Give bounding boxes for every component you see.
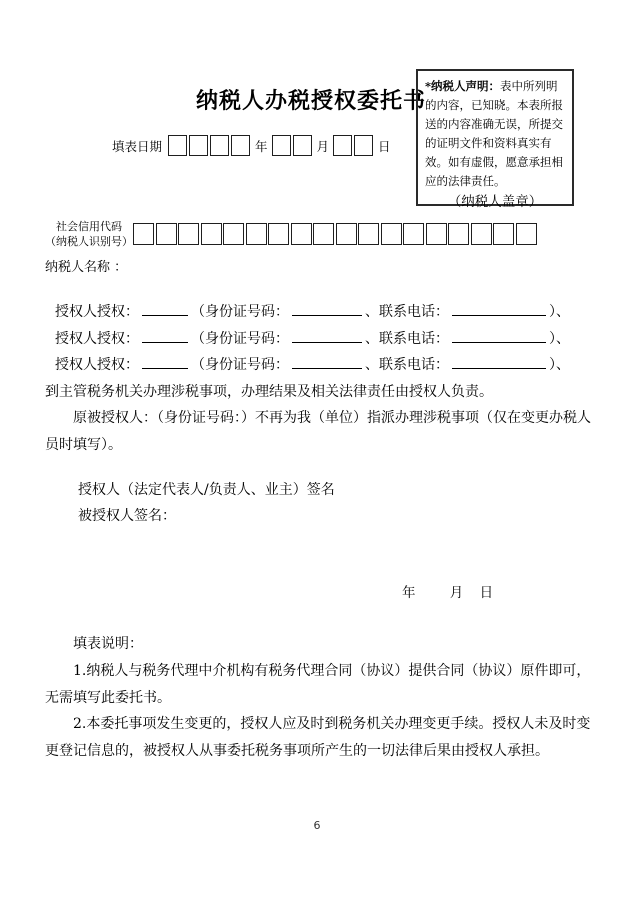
form-title: 纳税人办税授权委托书: [195, 88, 426, 114]
instructions-section: [45, 631, 593, 765]
credit-code-digit-box: [223, 223, 244, 245]
taxpayer-stamp-line: （纳税人盖章）: [447, 194, 543, 210]
credit-code-digit-box: [358, 223, 379, 245]
authorization-section: [45, 299, 593, 458]
authorizee-signature-label: 被授权人签名：: [78, 508, 176, 524]
credit-code-digit-box: [246, 223, 267, 245]
fill-date-row: [112, 135, 395, 156]
declaration-heading: *纳税人声明：: [425, 79, 501, 93]
authorization-lines: [45, 299, 593, 379]
signature-date-line: [402, 581, 493, 601]
authorization-line-suffix: ）、: [549, 357, 570, 373]
authorization-line: [45, 326, 593, 353]
year-digit-box: [189, 135, 208, 156]
fill-date-day-boxes: [333, 135, 375, 156]
month-digit-box: [293, 135, 312, 156]
id-number-label: （身份证号码：: [191, 330, 289, 347]
month-unit-label: 月: [316, 138, 330, 154]
credit-code-digit-box: [268, 223, 289, 245]
authorizer-label: 授权人授权：: [55, 357, 139, 373]
day-digit-box: [333, 135, 352, 156]
authorization-line-suffix: ）、: [549, 330, 570, 347]
instruction-item: 1.纳税人与税务代理中介机构有税务代理合同（协议）提供合同（协议）原件即可，无需填写此委托书。: [45, 662, 591, 706]
authorizer-signature-label: 授权人（法定代表人/负责人、业主）签名: [78, 482, 335, 498]
phone-blank: [452, 355, 546, 369]
credit-code-digit-box: [381, 223, 402, 245]
credit-code-label-line2: （纳税人识别号）: [45, 235, 133, 248]
sign-year-label: 年: [402, 585, 416, 601]
declaration-body: 表中所列明的内容，已知晓。本表所报送的内容准确无误，所提交的证明文件和资料真实有效。如有虚假，愿意承担相应的法律责任。: [425, 79, 563, 188]
credit-code-digit-box: [471, 223, 492, 245]
authorizer-name-blank: [142, 355, 188, 369]
credit-code-label-line1: 社会信用代码: [56, 220, 122, 233]
credit-code-digit-box: [291, 223, 312, 245]
phone-label: 、联系电话：: [365, 357, 449, 373]
id-number-blank: [292, 302, 362, 316]
credit-code-digit-box: [178, 223, 199, 245]
credit-code-row: [45, 219, 538, 249]
authorization-line-suffix: ）、: [549, 304, 570, 320]
instruction-item: 2.本委托事项发生变更的，授权人应及时到税务机关办理变更手续。授权人未及时变更登记信息的，被授权人从事委托税务事项所产生的一切法律后果由授权人承担。: [45, 716, 591, 760]
id-number-label: （身份证号码：: [191, 304, 289, 320]
credit-code-label: [45, 219, 133, 249]
credit-code-digit-box: [156, 223, 177, 245]
credit-code-digit-box: [403, 223, 424, 245]
sign-month-label: 月: [449, 585, 464, 601]
phone-label: 、联系电话：: [365, 330, 449, 347]
instructions-heading: 填表说明：: [73, 636, 143, 652]
credit-code-digit-box: [426, 223, 447, 245]
authorization-line: [45, 299, 593, 326]
id-number-blank: [292, 355, 362, 369]
authorizer-label: 授权人授权：: [55, 330, 139, 347]
credit-code-digit-box: [133, 223, 154, 245]
authorizer-name-blank: [142, 302, 188, 316]
authorization-line: [45, 352, 593, 379]
declaration-text: [425, 77, 565, 191]
fill-date-label: 填表日期: [112, 138, 163, 154]
taxpayer-declaration-box: [416, 69, 574, 210]
year-digit-box: [231, 135, 250, 156]
year-digit-box: [168, 135, 187, 156]
phone-blank: [452, 302, 546, 316]
id-number-blank: [292, 329, 362, 343]
day-unit-label: 日: [378, 138, 391, 154]
taxpayer-name-label: 纳税人名称 ：: [45, 260, 128, 275]
day-digit-box: [354, 135, 373, 156]
fill-date-year-boxes: [168, 135, 252, 156]
phone-label: 、联系电话：: [365, 304, 449, 320]
instructions-list: [45, 658, 593, 765]
fill-date-month-boxes: [272, 135, 314, 156]
credit-code-digit-box: [493, 223, 514, 245]
credit-code-digit-box: [516, 223, 537, 245]
authorizer-label: 授权人授权：: [55, 304, 139, 320]
credit-code-boxes: [133, 223, 538, 245]
credit-code-digit-box: [313, 223, 334, 245]
month-digit-box: [272, 135, 291, 156]
id-number-label: （身份证号码：: [191, 357, 289, 373]
credit-code-digit-box: [448, 223, 469, 245]
credit-code-digit-box: [201, 223, 222, 245]
sign-day-label: 日: [479, 585, 494, 601]
previous-authorizee-paragraph: 原被授权人：（身份证号码：）不再为我（单位）指派办理涉税事项（仅在变更办税人员时填写）。: [45, 410, 591, 453]
responsibility-paragraph: 到主管税务机关办理涉税事项，办理结果及相关法律责任由授权人负责。: [45, 383, 493, 400]
authorizer-name-blank: [142, 329, 188, 343]
page-number: 6: [313, 819, 321, 832]
credit-code-digit-box: [336, 223, 357, 245]
phone-blank: [452, 329, 546, 343]
year-unit-label: 年: [255, 138, 268, 154]
year-digit-box: [210, 135, 229, 156]
